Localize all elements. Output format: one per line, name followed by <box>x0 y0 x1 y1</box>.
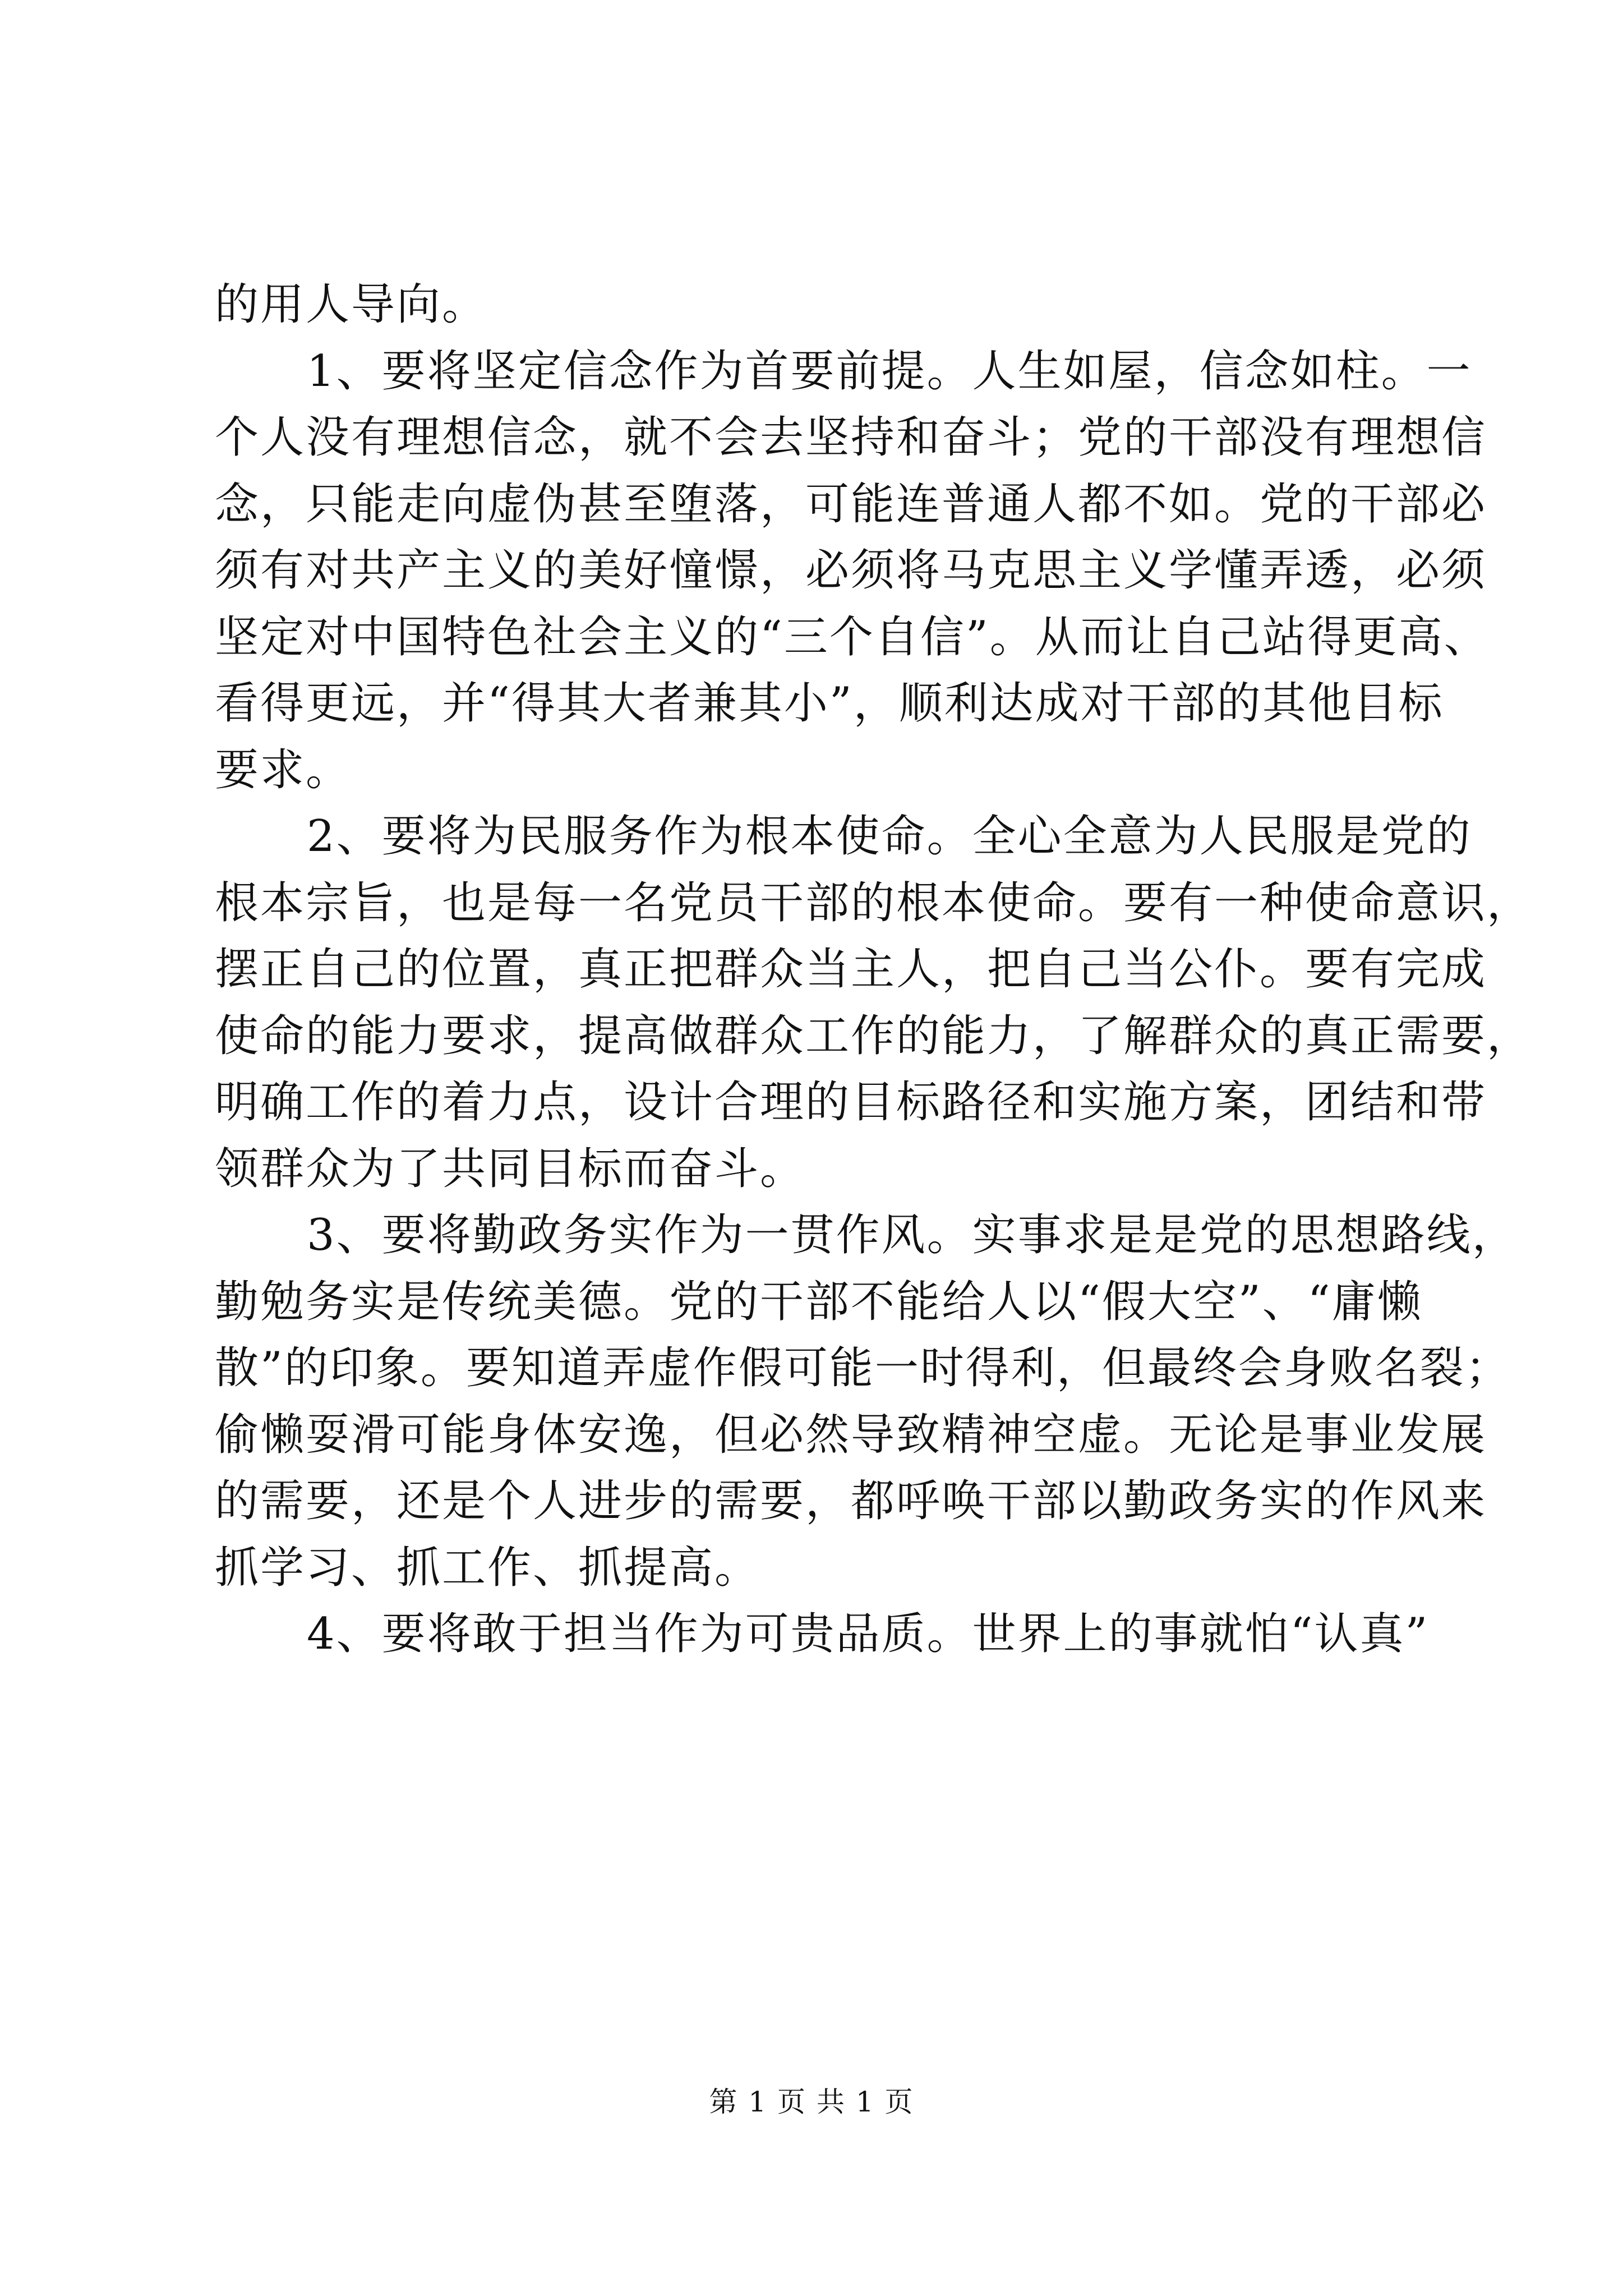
text-line: 念，只能走向虚伪甚至堕落，可能连普通人都不如。党的干部必 <box>215 478 1487 530</box>
text-line: 的需要，还是个人进步的需要，都呼唤干部以勤政务实的作风来 <box>215 1476 1487 1526</box>
text-line: 个人没有理想信念，就不会去坚持和奋斗；党的干部没有理想信 <box>215 412 1487 463</box>
text-line: 勤勉务实是传统美德。党的干部不能给人以“假大空”、“庸懒 <box>215 1276 1423 1327</box>
text-line: 坚定对中国特色社会主义的“三个自信”。从而让自己站得更高、 <box>215 611 1490 662</box>
text-line: 的用人导向。 <box>215 279 488 330</box>
text-line: 须有对共产主义的美好憧憬，必须将马克思主义学懂弄透，必须 <box>215 545 1487 596</box>
paragraph-2-first-line: 2、要将为民服务作为根本使命。全心全意为人民服是党的 <box>307 811 1472 862</box>
text-line: 领群众为了共同目标而奋斗。 <box>215 1143 806 1194</box>
page-footer <box>0 2082 1623 2122</box>
text-line: 抓学习、抓工作、抓提高。 <box>215 1542 760 1593</box>
text-line: 使命的能力要求，提高做群众工作的能力，了解群众的真正需要， <box>215 1010 1533 1061</box>
text-line: 散”的印象。要知道弄虚作假可能一时得利，但最终会身败名裂； <box>215 1343 1511 1393</box>
text-line: 要求。 <box>215 744 352 795</box>
text-line: 明确工作的着力点，设计合理的目标路径和实施方案，团结和带 <box>215 1077 1487 1128</box>
paragraph-4-first-line: 4、要将敢于担当作为可贵品质。世界上的事就怕“认真” <box>307 1609 1430 1659</box>
text-line: 看得更远，并“得其大者兼其小”，顺利达成对干部的其他目标 <box>215 678 1444 729</box>
paragraph-3-first-line: 3、要将勤政务实作为一贯作风。实事求是是党的思想路线， <box>307 1210 1518 1260</box>
paragraph-1-first-line: 1、要将坚定信念作为首要前提。人生如屋，信念如柱。一 <box>307 346 1472 397</box>
text-line: 根本宗旨，也是每一名党员干部的根本使命。要有一种使命意识， <box>215 877 1533 928</box>
page-number-label: 第 1 页 共 1 页 <box>709 2086 914 2118</box>
document-body <box>215 272 1533 1668</box>
text-line: 摆正自己的位置，真正把群众当主人，把自己当公仆。要有完成 <box>215 944 1487 995</box>
text-line: 偷懒耍滑可能身体安逸，但必然导致精神空虚。无论是事业发展 <box>215 1409 1487 1460</box>
